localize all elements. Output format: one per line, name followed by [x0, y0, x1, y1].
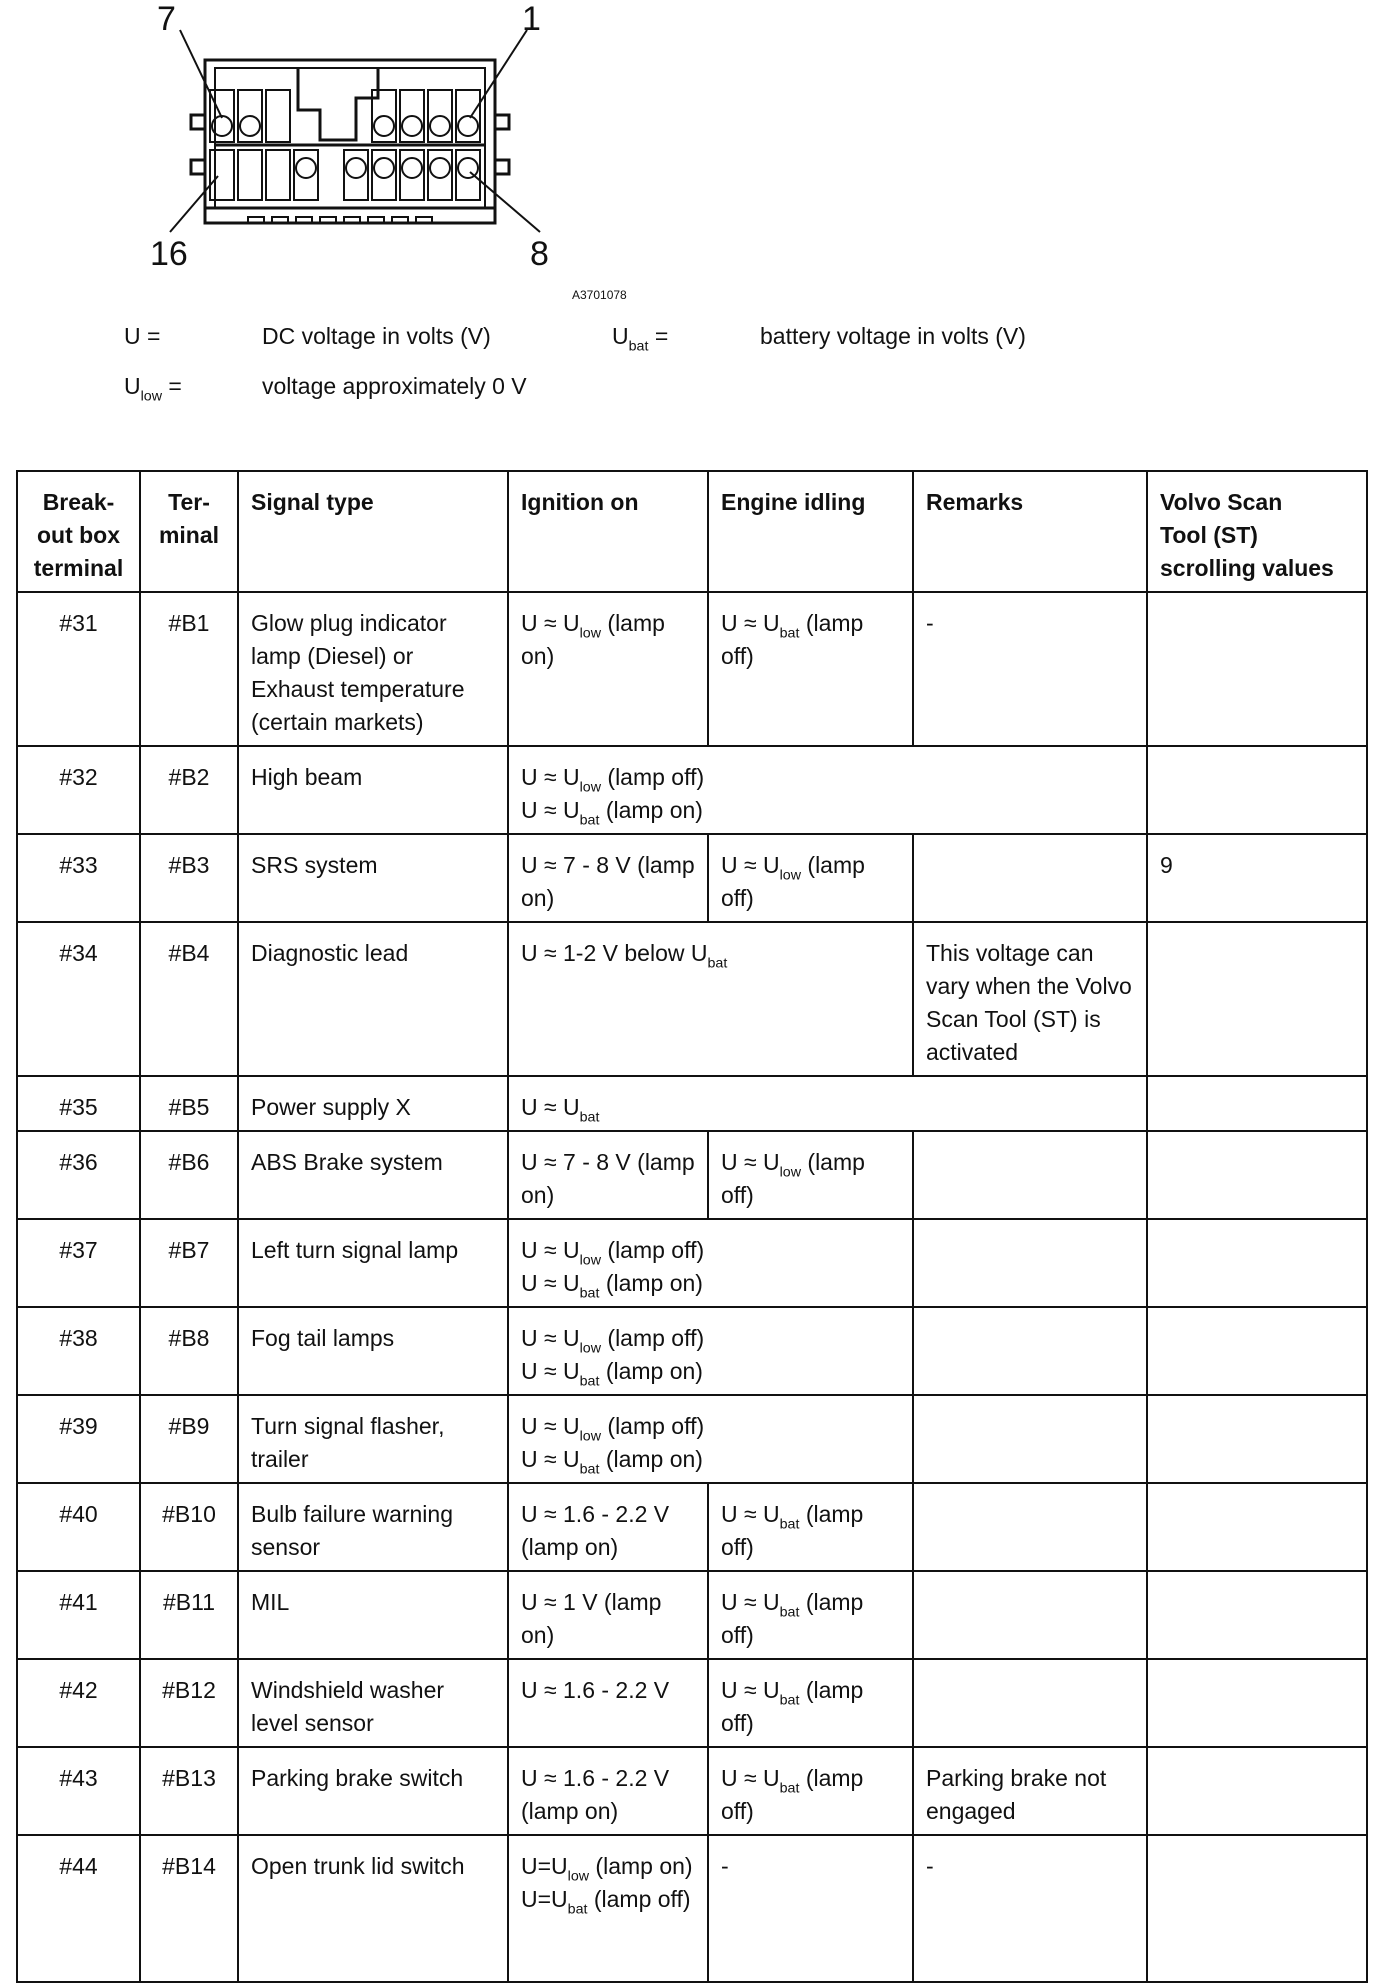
pin-label-16: 16 [150, 235, 188, 273]
cell-terminal: #B13 [140, 1747, 238, 1835]
table-row [17, 1395, 1367, 1483]
cell-ignition: U ≈ 7 - 8 V (lamp on) [508, 1131, 708, 1219]
legend-u-desc: DC voltage in volts (V) [262, 323, 491, 349]
legend-u-symbol: U = [124, 323, 161, 349]
cell-terminal: #B8 [140, 1307, 238, 1395]
cell-idle: $U \approx U_{bat}$ (lamp off) [708, 1747, 913, 1835]
table-row [17, 1076, 1367, 1131]
cell-signal: Open trunk lid switch [238, 1835, 508, 1982]
cell-terminal: #B12 [140, 1659, 238, 1747]
cell-terminal: #B6 [140, 1131, 238, 1219]
cell-ignition: $U \approx U_{low}$ (lamp on) [508, 592, 708, 746]
cell-st [1147, 1571, 1367, 1659]
cell-remarks [913, 1483, 1147, 1571]
legend-ulow-desc: voltage approximately 0 V [262, 373, 527, 399]
cell-signal: SRS system [238, 834, 508, 922]
cell-remarks: This voltage can vary when the Volvo Scan Tool (ST) is activated [913, 922, 1147, 1076]
cell-remarks [913, 1307, 1147, 1395]
cell-signal: MIL [238, 1571, 508, 1659]
cell-ignition: $U \approx U_{low}$ (lamp off) $U \approx U_{bat}$ (lamp on) [508, 1219, 913, 1307]
cell-ignition: $U=U_{low}$ (lamp on) $U=U_{bat}$ (lamp off) [508, 1835, 708, 1982]
cell-st [1147, 1307, 1367, 1395]
cell-bob: #35 [17, 1076, 140, 1131]
cell-remarks [913, 1659, 1147, 1747]
cell-st [1147, 1219, 1367, 1307]
cell-st [1147, 592, 1367, 746]
table-row [17, 1747, 1367, 1835]
cell-bob: #33 [17, 834, 140, 922]
figure-code: A3701078 [572, 288, 627, 302]
cell-signal: Power supply X [238, 1076, 508, 1131]
cell-signal: ABS Brake system [238, 1131, 508, 1219]
cell-bob: #40 [17, 1483, 140, 1571]
cell-terminal: #B10 [140, 1483, 238, 1571]
cell-ignition: U ≈ 1 V (lamp on) [508, 1571, 708, 1659]
cell-st [1147, 1659, 1367, 1747]
pin-label-7: 7 [157, 0, 176, 38]
cell-signal: Parking brake switch [238, 1747, 508, 1835]
table-row [17, 1307, 1367, 1395]
table-row [17, 1131, 1367, 1219]
cell-idle: $U \approx U_{bat}$ (lamp off) [708, 1659, 913, 1747]
cell-idle: $U \approx U_{low}$ (lamp off) [708, 834, 913, 922]
cell-signal: Turn signal flasher, trailer [238, 1395, 508, 1483]
cell-idle: $U \approx U_{bat}$ (lamp off) [708, 1571, 913, 1659]
cell-ignition: $U \approx U_{bat}$ [508, 1076, 1147, 1131]
cell-bob: #38 [17, 1307, 140, 1395]
cell-terminal: #B2 [140, 746, 238, 834]
table-row [17, 922, 1367, 1076]
cell-bob: #34 [17, 922, 140, 1076]
pin-label-1: 1 [522, 0, 541, 38]
col-header-ignition-on: Ignition on [508, 471, 708, 592]
legend-ubat-desc: battery voltage in volts (V) [760, 323, 1026, 349]
cell-st [1147, 1483, 1367, 1571]
table-row [17, 592, 1367, 746]
legend-ulow-symbol: $U_{low}$ = [124, 373, 182, 405]
cell-bob: #43 [17, 1747, 140, 1835]
col-header-engine-idling: Engine idling [708, 471, 913, 592]
cell-remarks [913, 834, 1147, 922]
cell-remarks [913, 1395, 1147, 1483]
cell-terminal: #B3 [140, 834, 238, 922]
cell-terminal: #B7 [140, 1219, 238, 1307]
cell-st [1147, 1076, 1367, 1131]
cell-st [1147, 922, 1367, 1076]
cell-ignition: U ≈ 7 - 8 V (lamp on) [508, 834, 708, 922]
table-row [17, 1571, 1367, 1659]
col-header-remarks: Remarks [913, 471, 1147, 592]
cell-idle: $U \approx U_{low}$ (lamp off) [708, 1131, 913, 1219]
table-row [17, 1659, 1367, 1747]
cell-signal: Bulb failure warning sensor [238, 1483, 508, 1571]
cell-remarks: - [913, 1835, 1147, 1982]
cell-idle: $U \approx U_{bat}$ (lamp off) [708, 1483, 913, 1571]
terminal-table [16, 470, 1368, 1983]
cell-bob: #39 [17, 1395, 140, 1483]
cell-idle: $U \approx U_{bat}$ (lamp off) [708, 592, 913, 746]
cell-ignition: $U \approx U_{low}$ (lamp off) $U \approx U_{bat}$ (lamp on) [508, 1307, 913, 1395]
cell-st [1147, 1835, 1367, 1982]
cell-terminal: #B9 [140, 1395, 238, 1483]
cell-remarks [913, 1571, 1147, 1659]
cell-bob: #32 [17, 746, 140, 834]
cell-ignition: U ≈ 1.6 - 2.2 V [508, 1659, 708, 1747]
cell-st [1147, 1131, 1367, 1219]
pin-label-8: 8 [530, 235, 549, 273]
col-header-scan-tool: Volvo Scan Tool (ST) scrolling values [1147, 471, 1367, 592]
cell-terminal: #B4 [140, 922, 238, 1076]
cell-bob: #44 [17, 1835, 140, 1982]
table-row [17, 834, 1367, 922]
cell-ignition: U ≈ 1.6 - 2.2 V (lamp on) [508, 1747, 708, 1835]
cell-st [1147, 1395, 1367, 1483]
legend-ubat-symbol: $U_{bat}$ = [612, 323, 669, 355]
table-row [17, 1835, 1367, 1982]
cell-bob: #41 [17, 1571, 140, 1659]
cell-signal: Fog tail lamps [238, 1307, 508, 1395]
cell-remarks: Parking brake not engaged [913, 1747, 1147, 1835]
cell-st: 9 [1147, 834, 1367, 922]
connector-diagram [0, 0, 560, 270]
cell-terminal: #B11 [140, 1571, 238, 1659]
col-header-signal-type: Signal type [238, 471, 508, 592]
cell-st [1147, 746, 1367, 834]
cell-ignition: $U \approx U_{low}$ (lamp off) $U \approx U_{bat}$ (lamp on) [508, 1395, 913, 1483]
cell-bob: #36 [17, 1131, 140, 1219]
cell-ignition: U ≈ 1.6 - 2.2 V (lamp on) [508, 1483, 708, 1571]
table-row [17, 1219, 1367, 1307]
cell-terminal: #B14 [140, 1835, 238, 1982]
cell-signal: Windshield washer level sensor [238, 1659, 508, 1747]
table-row [17, 746, 1367, 834]
cell-signal: Glow plug indicator lamp (Diesel) or Exhaust temperature (certain markets) [238, 592, 508, 746]
cell-idle: - [708, 1835, 913, 1982]
cell-remarks: - [913, 592, 1147, 746]
cell-signal: Left turn signal lamp [238, 1219, 508, 1307]
cell-terminal: #B5 [140, 1076, 238, 1131]
table-row [17, 1483, 1367, 1571]
cell-st [1147, 1747, 1367, 1835]
cell-remarks [913, 1131, 1147, 1219]
cell-signal: High beam [238, 746, 508, 834]
cell-terminal: #B1 [140, 592, 238, 746]
cell-bob: #42 [17, 1659, 140, 1747]
cell-bob: #31 [17, 592, 140, 746]
cell-ignition: $U \approx U_{low}$ (lamp off) $U \approx U_{bat}$ (lamp on) [508, 746, 1147, 834]
cell-signal: Diagnostic lead [238, 922, 508, 1076]
cell-bob: #37 [17, 1219, 140, 1307]
cell-ignition: U ≈ 1-2 V below $U_{bat}$ [508, 922, 913, 1076]
col-header-terminal: Ter- minal [140, 471, 238, 592]
col-header-breakout: Break- out box terminal [17, 471, 140, 592]
table-header-row [17, 471, 1367, 592]
cell-remarks [913, 1219, 1147, 1307]
